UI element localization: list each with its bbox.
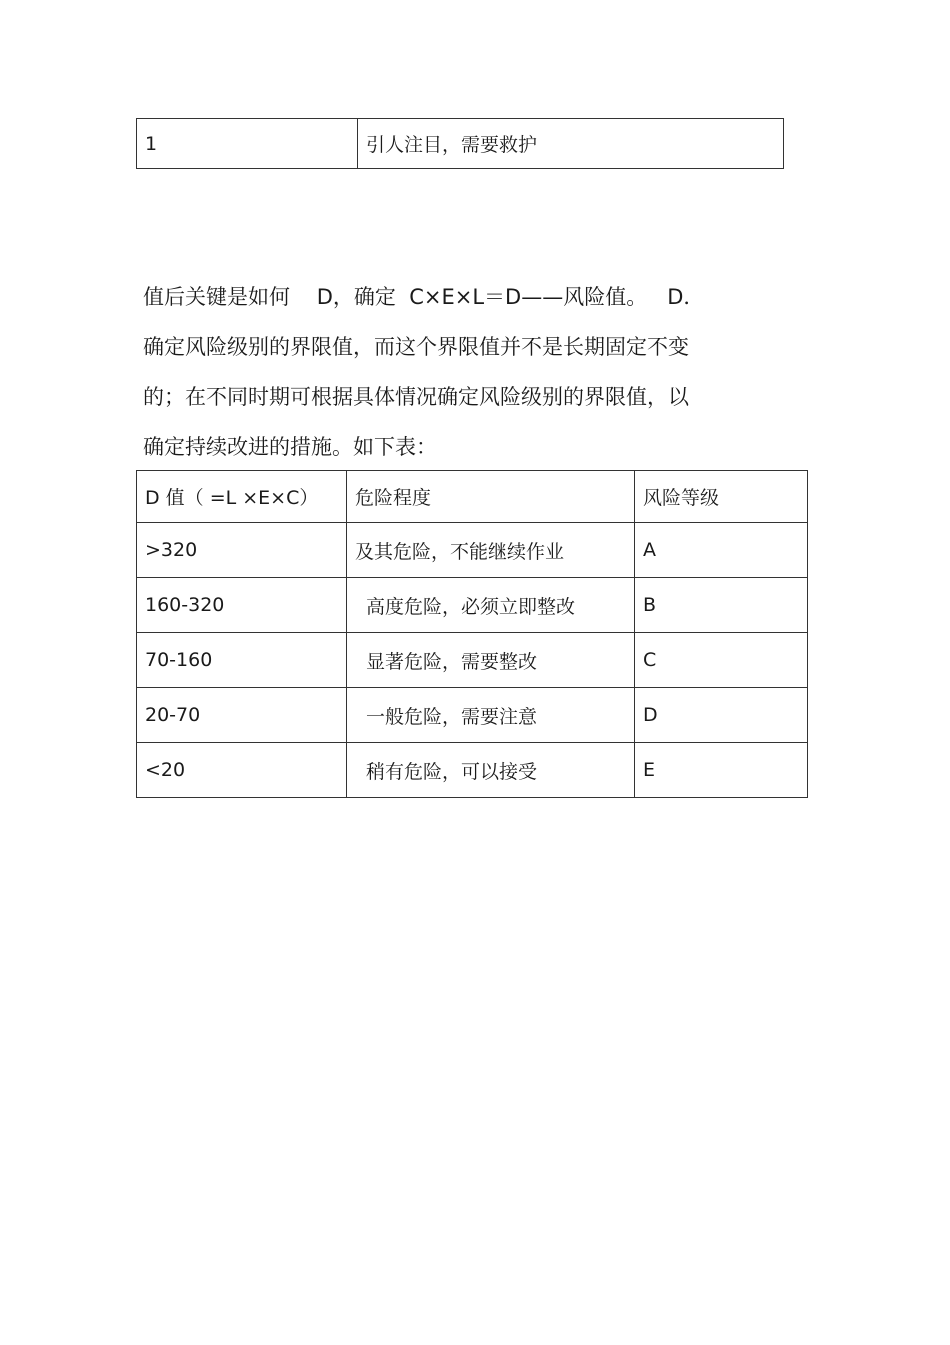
d-value-cell: 160-320 [137, 578, 347, 633]
paragraph-line: 确定持续改进的措施。如下表： [143, 435, 437, 459]
header-d-value: D 值（ =L ×E×C） [137, 471, 347, 523]
table-row [137, 523, 808, 578]
table-row [137, 633, 808, 688]
table-header-row [137, 471, 808, 523]
table-row [137, 119, 784, 169]
level-cell: 1 [137, 119, 358, 169]
d-value-cell: 70-160 [137, 633, 347, 688]
table-row [137, 688, 808, 743]
paragraph-line: 确定风险级别的界限值，而这个界限值并不是长期固定不变 [143, 335, 689, 359]
d-value-cell: <20 [137, 743, 347, 798]
description-cell: 引人注目，需要救护 [358, 119, 784, 169]
table-row [137, 578, 808, 633]
risk-level-cell: D [635, 688, 808, 743]
danger-degree-cell: 稍有危险，可以接受 [347, 743, 635, 798]
danger-degree-cell: 高度危险，必须立即整改 [347, 578, 635, 633]
risk-level-cell: A [635, 523, 808, 578]
table-row [137, 743, 808, 798]
d-value-cell: 20-70 [137, 688, 347, 743]
risk-level-cell: E [635, 743, 808, 798]
header-danger-degree: 危险程度 [347, 471, 635, 523]
header-risk-level: 风险等级 [635, 471, 808, 523]
body-paragraph [143, 272, 783, 472]
danger-degree-cell: 及其危险，不能继续作业 [347, 523, 635, 578]
risk-level-cell: B [635, 578, 808, 633]
top-table [136, 118, 784, 169]
danger-degree-cell: 一般危险，需要注意 [347, 688, 635, 743]
danger-degree-cell: 显著危险，需要整改 [347, 633, 635, 688]
paragraph-line: 值后关键是如何 D，确定 C×E×L＝D——风险值。 D． [143, 285, 705, 309]
risk-level-table [136, 470, 808, 798]
paragraph-line: 的；在不同时期可根据具体情况确定风险级别的界限值，以 [143, 385, 689, 409]
d-value-cell: >320 [137, 523, 347, 578]
risk-level-cell: C [635, 633, 808, 688]
